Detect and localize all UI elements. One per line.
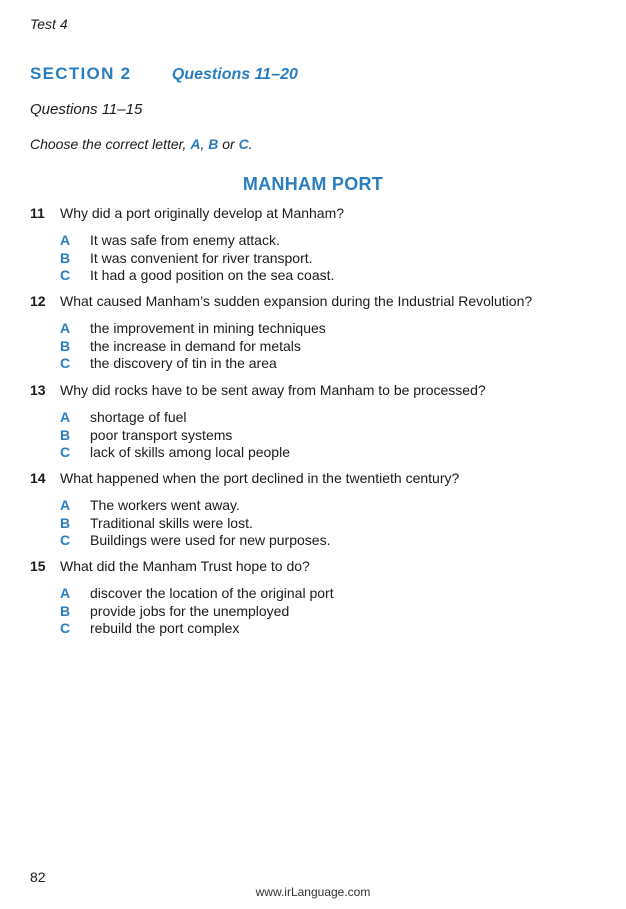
option-list (30, 320, 600, 373)
question-number: 11 (30, 205, 45, 221)
option-letter: C (60, 355, 71, 371)
option-letter: A (60, 409, 71, 425)
page-number: 82 (30, 869, 46, 885)
option-c[interactable] (30, 355, 600, 373)
option-a[interactable] (30, 409, 600, 427)
option-text: rebuild the port complex (90, 620, 240, 636)
question-number: 15 (30, 558, 46, 574)
section-heading (30, 64, 298, 84)
option-text: Buildings were used for new purposes. (90, 532, 331, 548)
option-a[interactable] (30, 497, 600, 515)
section-label: SECTION 2 (30, 64, 132, 83)
option-text: the increase in demand for metals (90, 337, 301, 354)
option-text: lack of skills among local people (90, 444, 290, 460)
question-number: 14 (30, 470, 46, 486)
option-letter: C (60, 267, 71, 283)
question-11 (30, 204, 600, 285)
option-letter: B (60, 337, 71, 354)
question-stem (30, 381, 600, 399)
option-b[interactable] (30, 250, 600, 268)
question-text: What happened when the port declined in the twentieth century? (60, 470, 460, 486)
website-link[interactable]: www.irLanguage.com (255, 885, 371, 899)
option-text: the improvement in mining techniques (90, 320, 326, 336)
option-letter: C (60, 620, 71, 636)
option-list (30, 585, 600, 638)
question-stem (30, 204, 600, 222)
instruction-letter-b: B (208, 136, 219, 152)
option-text: provide jobs for the unemployed (90, 602, 290, 619)
option-c[interactable] (30, 444, 600, 462)
question-text: Why did a port originally develop at Manham? (60, 205, 345, 221)
instruction-letter-a: A (190, 136, 201, 152)
question-stem (30, 469, 600, 487)
section-questions-range: Questions 11–20 (171, 66, 298, 83)
option-letter: C (60, 532, 71, 548)
option-c[interactable] (30, 532, 600, 550)
option-a[interactable] (30, 232, 600, 250)
option-letter: B (60, 426, 71, 443)
question-stem (30, 292, 600, 310)
question-text: What caused Manham’s sudden expansion during the Industrial Revolution? (60, 293, 533, 309)
instruction-prefix: Choose the correct letter, (30, 136, 191, 152)
question-number: 12 (30, 293, 46, 309)
option-text: The workers went away. (90, 497, 240, 513)
option-letter: B (60, 514, 71, 531)
option-b[interactable] (30, 603, 600, 621)
option-text: the discovery of tin in the area (90, 355, 277, 371)
option-text: shortage of fuel (90, 409, 187, 425)
question-stem (30, 557, 600, 575)
option-b[interactable] (30, 515, 600, 533)
option-letter: B (60, 249, 71, 266)
question-number: 13 (30, 382, 46, 398)
option-letter: B (60, 602, 71, 619)
instruction (30, 136, 253, 152)
option-list (30, 497, 600, 550)
option-list (30, 232, 600, 285)
question-14 (30, 469, 600, 550)
instruction-sep1: , (200, 136, 209, 152)
instruction-letter-c: C (238, 136, 249, 152)
option-c[interactable] (30, 620, 600, 638)
option-a[interactable] (30, 320, 600, 338)
option-c[interactable] (30, 267, 600, 285)
option-text: discover the location of the original port (90, 585, 334, 601)
test-label: Test 4 (30, 16, 68, 32)
question-15 (30, 557, 600, 638)
question-text: What did the Manham Trust hope to do? (60, 558, 310, 574)
option-a[interactable] (30, 585, 600, 603)
option-text: It had a good position on the sea coast. (90, 267, 335, 283)
option-b[interactable] (30, 427, 600, 445)
option-text: Traditional skills were lost. (90, 514, 253, 531)
question-12 (30, 292, 600, 373)
question-13 (30, 381, 600, 462)
questions-subrange: Questions 11–15 (30, 101, 143, 118)
passage-title: MANHAM PORT (242, 174, 384, 194)
option-letter: A (60, 585, 71, 601)
option-letter: A (60, 320, 71, 336)
option-letter: A (60, 497, 71, 513)
option-list (30, 409, 600, 462)
option-letter: C (60, 444, 71, 460)
instruction-suffix: . (248, 136, 253, 152)
instruction-sep2: or (218, 136, 239, 152)
option-text: poor transport systems (90, 426, 233, 443)
option-letter: A (60, 232, 71, 248)
option-b[interactable] (30, 338, 600, 356)
option-text: It was convenient for river transport. (90, 249, 313, 266)
question-text: Why did rocks have to be sent away from Manham to be processed? (60, 382, 486, 398)
option-text: It was safe from enemy attack. (90, 232, 280, 248)
